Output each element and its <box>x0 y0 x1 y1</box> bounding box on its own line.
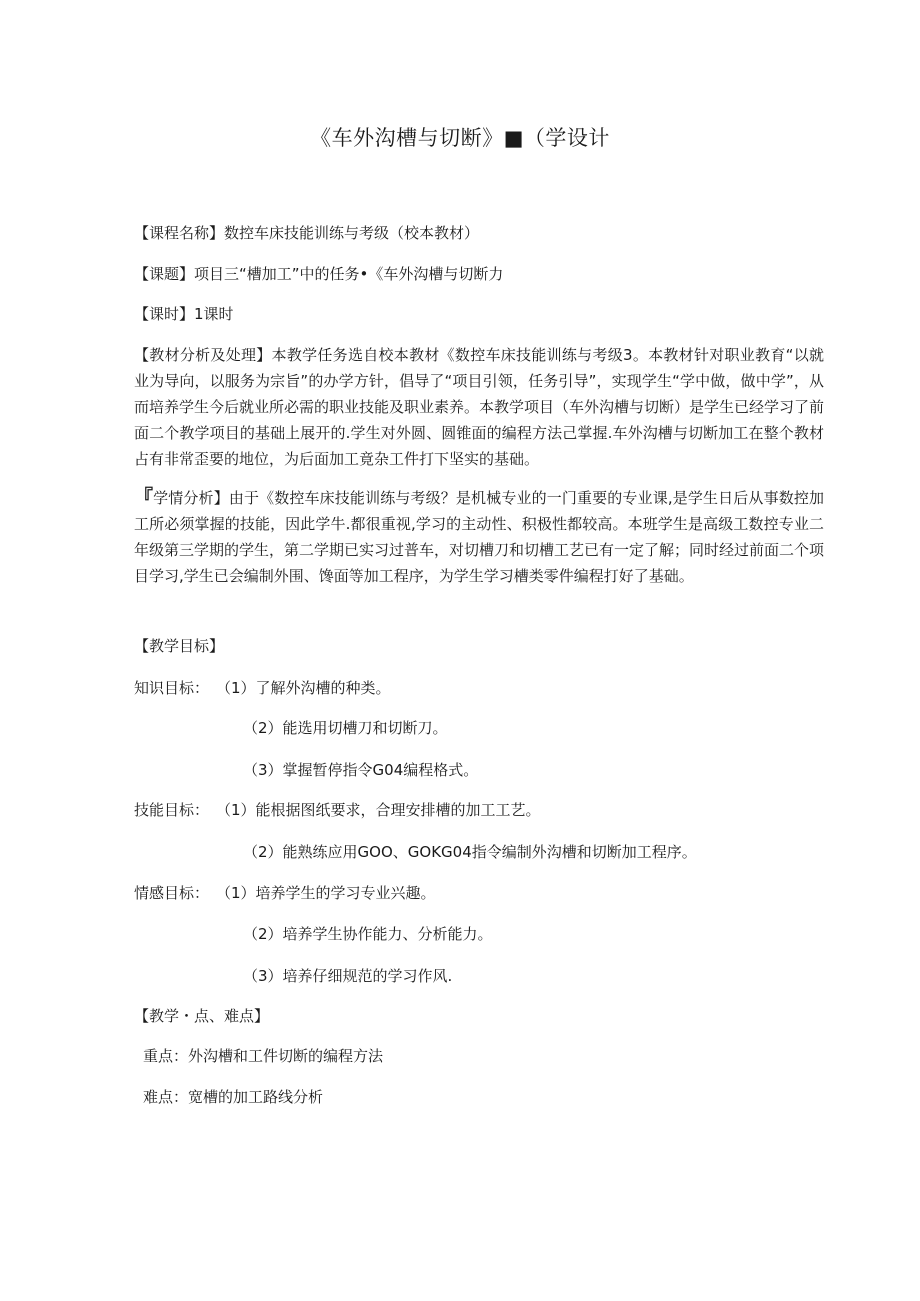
skill-goals-label: 技能目标： <box>134 801 210 819</box>
learner-analysis <box>134 484 824 589</box>
difficulty-point: 难点：宽槽的加工路线分析 <box>143 1088 324 1106</box>
knowledge-goals-label: 知识目标： <box>134 679 210 697</box>
goals-heading: 【教学目标】 <box>134 637 225 655</box>
material-analysis: 【教材分析及处理】本教学任务选自校本教材《数控车床技能训练与考级3。本教材针对职业教育“以就业为导向，以服务为宗旨”的办学方针，倡导了“项目引领，任务引导”，实现学生“学中做，做中学”，从而培养学生今后就业所必需的职业技能及职业素养。本教学项目（车外沟槽与切断）是学生已经学习了前面二个教学项目的基础上展开的.学生对外圆、圆锥面的编程方法己掌握.车外沟槽与切断加工在整个教材占有非常歪要的地位，为后面加工竟杂工件打下坚实的基础。 <box>134 346 825 468</box>
knowledge-goal-item: （1）了解外沟槽的种类。 <box>216 679 391 697</box>
learner-analysis-text: 学情分析】由于《数控车床技能训练与考级？是机械专业的一门重要的专业课,是学生日后从事数控加工所必须掌握的技能，因此学牛.都很重视,学习的主动性、积极性都较高。本班学生是高级工数控专业二年级第三学期的学生，第二学期已实习过普车，对切槽刀和切槽工艺已有一定了解；同时经过前面二个项目学习,学生已会编制外围、馋面等加工程序，为学生学习槽类零件编程打好了基础。 <box>134 489 825 585</box>
skill-goal-item: （1）能根据图纸要求，合理安排槽的加工工艺。 <box>216 801 541 819</box>
emotion-goal-item: （2）培养学生协作能力、分析能力。 <box>243 925 493 943</box>
knowledge-goal-item: （3）掌握暂停指令G04编程格式。 <box>243 761 479 779</box>
lesson-topic: 【课题】项目三“槽加工”中的任务•《车外沟槽与切断力 <box>134 265 504 283</box>
skill-goal-item: （2）能熟练应用GOO、GOKG04指令编制外沟槽和切断加工程序。 <box>243 843 697 861</box>
key-points-heading: 【教学・点、难点】 <box>134 1007 270 1025</box>
document-title: 《车外沟槽与切断》■（学设计 <box>310 126 610 150</box>
emotion-goal-item: （3）培养仔细规范的学习作风. <box>243 967 453 985</box>
learner-analysis-bracket: 『 <box>134 486 154 508</box>
lesson-hours: 【课时】1课时 <box>134 305 234 323</box>
emotion-goals-label: 情感目标： <box>134 884 210 902</box>
emotion-goal-item: （1）培养学生的学习专业兴趣。 <box>216 884 436 902</box>
key-point: 重点：外沟槽和工件切断的编程方法 <box>143 1047 384 1065</box>
knowledge-goal-item: （2）能选用切槽刀和切断刀。 <box>243 719 448 737</box>
course-name: 【课程名称】数控车床技能训练与考级（校本教材） <box>134 224 480 242</box>
